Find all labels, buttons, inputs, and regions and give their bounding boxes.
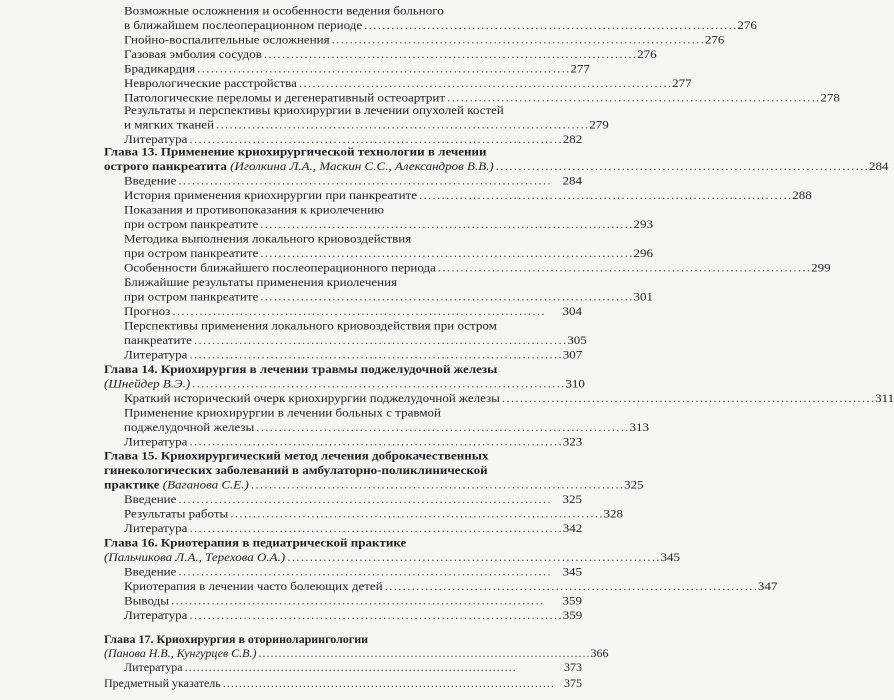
toc-entry[interactable]: Выводы . . . 359	[124, 594, 582, 608]
toc-entry[interactable]: при остром панкреатите . . . 296	[124, 246, 582, 260]
toc-entry-text: Перспективы применения локального криовоздействия при остром	[124, 318, 497, 333]
page-number: 342	[562, 521, 583, 535]
page-number: 328	[603, 506, 624, 521]
chapter-authors: (Ваганова С.Е.)	[162, 477, 249, 492]
page-number: 299	[811, 260, 831, 275]
chapter-title: Глава 17. Криохирургия в оториноларингологии	[104, 632, 369, 646]
toc-entry[interactable]: Результаты работы . . . 328	[124, 507, 582, 521]
page-number: 373	[564, 660, 582, 674]
toc-entry[interactable]: при остром панкреатите . . . 293	[124, 217, 582, 231]
toc-entry-text: Возможные осложнения и особенности ведения больного	[124, 3, 444, 18]
index-entry[interactable]: Предметный указатель . . . 375	[104, 676, 582, 690]
toc-entry[interactable]: Введение . . . 325	[124, 492, 582, 506]
page-number: 359	[562, 593, 582, 608]
toc-entry-text: Применение криохирургии в лечении больных с травмой	[124, 405, 442, 420]
page-number: 323	[562, 434, 583, 448]
page-number: 366	[590, 646, 609, 660]
toc-entry[interactable]: Газовая эмболия сосудов . . . 276	[124, 47, 582, 61]
page-number: 375	[564, 676, 582, 690]
toc-entry[interactable]: Литература . . . 323	[124, 434, 582, 448]
chapter-entry[interactable]	[104, 376, 585, 391]
toc-entry[interactable]: и мягких тканей . . . 279	[124, 118, 582, 132]
page-number: 345	[660, 550, 680, 564]
toc-entry[interactable]: при остром панкреатите . . . 301	[124, 290, 582, 304]
page-number: 277	[570, 61, 590, 76]
toc-entry[interactable]: Введение . . . 284	[124, 174, 582, 188]
toc-entry[interactable]: поджелудочной железы . . . 313	[124, 420, 582, 434]
toc-entry-text: Показания и противопоказания к криолечению	[124, 202, 384, 217]
chapter-title: Глава 16. Криотерапия в педиатрической практике	[104, 535, 407, 550]
toc-entry[interactable]: Брадикардия . . . 277	[124, 62, 582, 76]
toc-entry-text: Методика выполнения локального криовоздействия	[124, 231, 412, 246]
page-number: 359	[562, 608, 583, 622]
page-number: 279	[589, 117, 609, 132]
chapter-entry[interactable]: острого панкреатита (Иголкина Л.А., Маскин С.С., Александров В.В.) . . . 284	[104, 159, 582, 173]
chapter-title: Глава 13. Применение криохирургической технологии в лечении	[104, 144, 487, 159]
page-number: 313	[629, 419, 650, 434]
toc-entry[interactable]: Краткий исторический очерк криохирургии поджелудочной железы . . . 311	[124, 391, 582, 405]
page-number: 278	[820, 90, 840, 105]
page-number: 305	[567, 333, 587, 347]
chapter-entry[interactable]	[104, 550, 680, 564]
chapter-authors: (Панова Н.В., Кунгурцев С.В.)	[104, 646, 257, 660]
toc-entry[interactable]: Литература . . . 373	[124, 660, 582, 674]
toc-entry[interactable]: История применения криохирургии при панкреатите . . . 288	[124, 188, 582, 202]
page-number: 296	[633, 246, 654, 260]
toc-entry[interactable]: Литература . . . 307	[124, 348, 582, 362]
toc-entry[interactable]: Гнойно-воспалительные осложнения . . . 276	[124, 33, 582, 47]
page-number: 284	[869, 159, 889, 173]
toc-entry[interactable]: Неврологические расстройства . . . 277	[124, 76, 582, 90]
page-number: 293	[633, 217, 654, 231]
page-number: 347	[757, 579, 778, 593]
toc-entry[interactable]: Криотерапия в лечении часто болеющих детей . . . 347	[124, 579, 582, 593]
page-number: 282	[562, 132, 583, 146]
page-number: 310	[565, 376, 585, 391]
page-number: 288	[792, 188, 812, 202]
toc-entry[interactable]: Введение . . . 345	[124, 565, 582, 579]
page-number: 276	[637, 47, 657, 61]
page-number: 345	[562, 564, 582, 579]
toc-entry[interactable]: Литература . . . 359	[124, 608, 582, 622]
toc-entry-text: Результаты и перспективы криохирургии в лечении опухолей костей	[124, 103, 504, 117]
toc-entry[interactable]: Прогноз . . . 304	[124, 304, 582, 318]
page-number: 307	[562, 347, 583, 362]
page-number: 325	[562, 492, 582, 506]
toc-entry[interactable]: Особенности ближайшего послеоперационного периода . . . 299	[124, 261, 582, 275]
chapter-authors: (Иголкина Л.А., Маскин С.С., Александров В.В.)	[230, 159, 494, 173]
page-number: 277	[672, 76, 692, 90]
toc-entry[interactable]: в ближайшем послеоперационном периоде . . . 276	[124, 18, 582, 32]
page-number: 276	[737, 18, 757, 32]
toc-entry[interactable]: панкреатите . . . 305	[124, 333, 582, 347]
page-number: 311	[875, 390, 894, 405]
page-number: 325	[624, 477, 644, 492]
page-number: 276	[704, 32, 725, 47]
chapter-authors: (Пальчикова Л.А., Терехова О.А.)	[104, 550, 286, 564]
page-number: 304	[562, 304, 582, 318]
chapter-title: гинекологических заболеваний в амбулаторно-поликлинической	[104, 463, 488, 477]
page-number: 284	[562, 173, 582, 188]
page-number: 301	[633, 289, 654, 304]
toc-entry-text: Ближайшие результаты применения криолечения	[124, 275, 398, 289]
toc-entry[interactable]: Патологические переломы и дегенеративный остеоартрит . . . 278	[124, 91, 582, 105]
toc-entry[interactable]: Литература . . . 342	[124, 521, 582, 535]
chapter-title: Глава 14. Криохирургия в лечении травмы поджелудочной железы	[104, 362, 498, 376]
chapter-title: Глава 15. Криохирургический метод лечения доброкачественных	[104, 448, 489, 463]
chapter-entry[interactable]: практике (Ваганова С.Е.) . . . 325	[104, 478, 582, 492]
toc-entry[interactable]: Литература . . . 282	[124, 132, 582, 146]
chapter-authors: (Шнейдер В.Э.)	[104, 376, 191, 391]
